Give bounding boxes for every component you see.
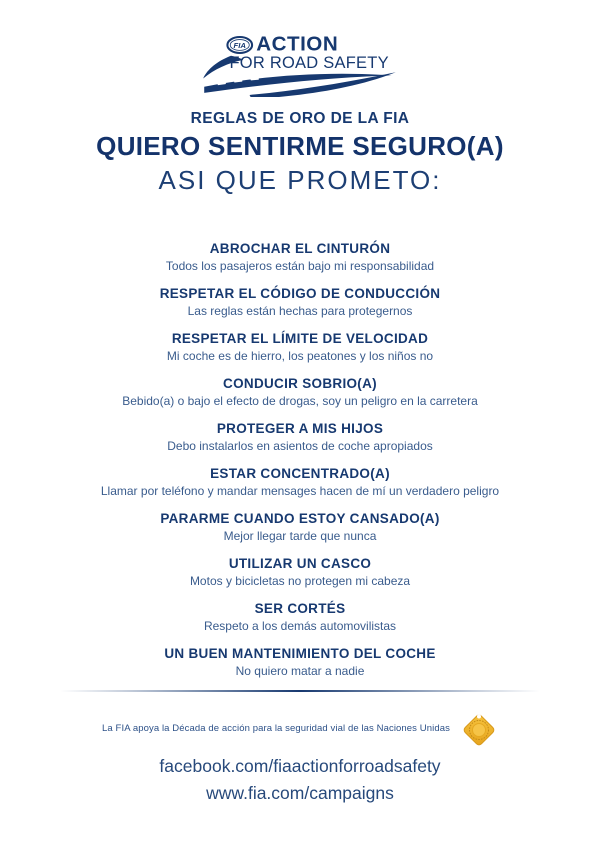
fia-badge-text: FIA bbox=[233, 41, 246, 51]
rules-list bbox=[0, 240, 600, 679]
rule-item bbox=[0, 420, 600, 454]
rule-subtitle: Motos y bicicletas no protegen mi cabeza bbox=[189, 574, 411, 588]
rule-item bbox=[0, 330, 600, 364]
rule-item bbox=[0, 285, 600, 319]
page-subtitle: ASI QUE PROMETO: bbox=[158, 165, 442, 195]
rule-item bbox=[0, 600, 600, 634]
rule-title: UTILIZAR UN CASCO bbox=[228, 556, 372, 571]
rule-title: ABROCHAR EL CINTURÓN bbox=[209, 241, 391, 256]
footer-links bbox=[0, 756, 600, 803]
rule-title: UN BUEN MANTENIMIENTO DEL COCHE bbox=[164, 646, 436, 661]
rule-item bbox=[0, 375, 600, 409]
header bbox=[0, 111, 600, 194]
page-title: QUIERO SENTIRME SEGURO(A) bbox=[96, 131, 504, 161]
un-decade-row bbox=[0, 706, 600, 750]
rule-title: SER CORTÉS bbox=[254, 601, 346, 616]
fia-action-logo-icon bbox=[202, 28, 398, 97]
rule-subtitle: Las reglas están hechas para protegernos bbox=[187, 304, 413, 318]
rule-subtitle: Debo instalarlos en asientos de coche apropiados bbox=[167, 439, 433, 453]
website-url: www.fia.com/campaigns bbox=[206, 783, 394, 803]
rule-title: PROTEGER A MIS HIJOS bbox=[216, 421, 384, 436]
facebook-url: facebook.com/fiaactionforroadsafety bbox=[159, 756, 441, 776]
rule-item bbox=[0, 510, 600, 544]
rule-title: PARARME CUANDO ESTOY CANSADO(A) bbox=[160, 511, 440, 526]
logo-line2: FOR ROAD SAFETY bbox=[229, 54, 389, 73]
rule-item bbox=[0, 240, 600, 274]
rule-subtitle: Todos los pasajeros están bajo mi responsabilidad bbox=[165, 259, 435, 273]
rule-title: RESPETAR EL LÍMITE DE VELOCIDAD bbox=[171, 331, 429, 346]
logo-line1: ACTION bbox=[256, 32, 339, 56]
rule-subtitle: Llamar por teléfono y mandar mensages hacen de mí un verdadero peligro bbox=[100, 484, 500, 498]
logo bbox=[0, 0, 600, 97]
rule-title: RESPETAR EL CÓDIGO DE CONDUCCIÓN bbox=[159, 286, 441, 301]
rule-subtitle: Mejor llegar tarde que nunca bbox=[223, 529, 377, 543]
un-decade-tag-icon bbox=[460, 706, 498, 750]
rule-subtitle: No quiero matar a nadie bbox=[235, 664, 365, 678]
un-note-text: La FIA apoya la Década de acción para la seguridad vial de las Naciones Unidas bbox=[102, 722, 450, 734]
rule-item bbox=[0, 465, 600, 499]
rule-item bbox=[0, 645, 600, 679]
rule-title: ESTAR CONCENTRADO(A) bbox=[210, 466, 390, 481]
rule-item bbox=[0, 555, 600, 589]
footer-divider bbox=[60, 690, 540, 692]
rule-subtitle: Respeto a los demás automovilistas bbox=[203, 619, 397, 633]
rule-subtitle: Bebido(a) o bajo el efecto de drogas, soy un peligro en la carretera bbox=[122, 394, 478, 408]
rule-title: CONDUCIR SOBRIO(A) bbox=[223, 376, 377, 391]
kicker-text: REGLAS DE ORO DE LA FIA bbox=[190, 110, 410, 127]
rule-subtitle: Mi coche es de hierro, los peatones y los niños no bbox=[166, 349, 434, 363]
